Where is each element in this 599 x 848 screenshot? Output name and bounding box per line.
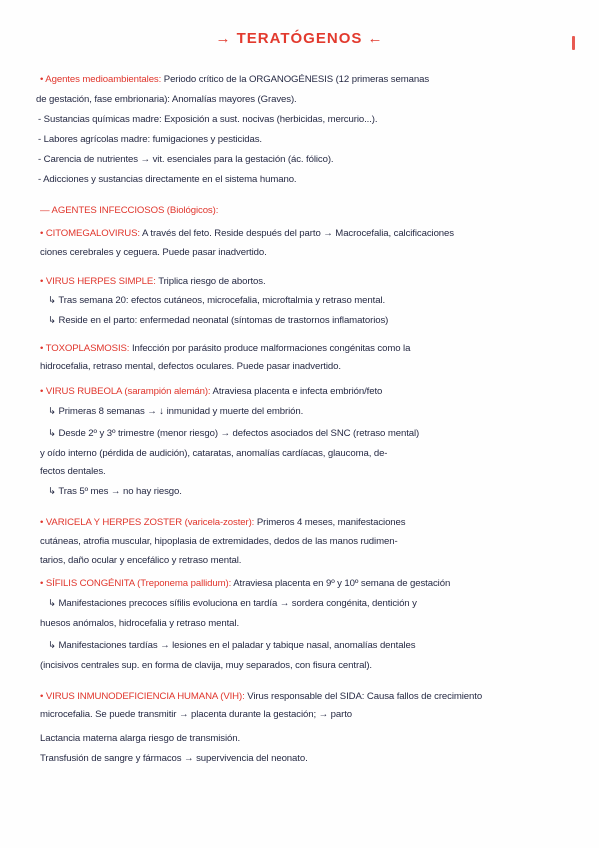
note-line xyxy=(38,114,377,126)
note-text: A través del feto. Reside después del parto → Macrocefalia, calcificaciones xyxy=(142,228,454,239)
note-line xyxy=(40,466,106,478)
note-heading: • VIRUS HERPES SIMPLE: xyxy=(40,276,159,287)
note-text: - Carencia de nutrientes → vit. esenciales para la gestación (ác. fólico). xyxy=(38,154,334,165)
note-text: ciones cerebrales y ceguera. Puede pasar inadvertido. xyxy=(40,247,267,258)
note-line xyxy=(48,295,385,307)
note-line xyxy=(40,74,429,86)
note-heading: • CITOMEGALOVIRUS: xyxy=(40,228,143,239)
note-line xyxy=(40,618,239,630)
note-line xyxy=(38,174,297,186)
note-line xyxy=(40,555,241,567)
note-line xyxy=(48,428,419,440)
note-line xyxy=(36,94,297,106)
note-text: de gestación, fase embrionaria): Anomalías mayores (Graves). xyxy=(36,94,297,105)
note-text: ↳ Manifestaciones precoces sífilis evoluciona en tardía → sordera congénita, dentición y xyxy=(48,598,417,609)
note-line xyxy=(40,733,240,745)
note-line xyxy=(40,361,341,373)
note-line xyxy=(40,247,267,259)
page-margin-mark xyxy=(572,36,575,50)
note-line xyxy=(40,343,410,355)
note-line xyxy=(48,598,417,610)
note-text: Virus responsable del SIDA: Causa fallos de crecimiento xyxy=(247,691,483,702)
note-line xyxy=(40,205,218,217)
page-title: → TERATÓGENOS ← xyxy=(215,30,384,47)
note-text: cutáneas, atrofia muscular, hipoplasia de extremidades, dedos de las manos rudimen- xyxy=(40,536,398,547)
note-line xyxy=(40,448,387,460)
note-line xyxy=(40,753,308,765)
note-text: (incisivos centrales sup. en forma de clavija, muy separados, con fisura central). xyxy=(40,660,372,671)
note-text: - Adicciones y sustancias directamente en el sistema humano. xyxy=(38,174,297,185)
note-heading: • Agentes medioambientales: xyxy=(40,74,164,85)
note-heading: • SÍFILIS CONGÉNITA (Treponema pallidum): xyxy=(40,578,234,589)
note-text: Primeros 4 meses, manifestaciones xyxy=(256,517,406,528)
note-heading: • TOXOPLASMOSIS: xyxy=(40,343,132,354)
note-heading: — AGENTES INFECCIOSOS (Biológicos): xyxy=(40,205,219,216)
note-line xyxy=(48,406,303,418)
note-heading: • VIRUS INMUNODEFICIENCIA HUMANA (VIH): xyxy=(40,691,248,702)
note-text: - Labores agrícolas madre: fumigaciones y pesticidas. xyxy=(38,134,262,145)
note-text: tarios, daño ocular y encefálico y retraso mental. xyxy=(40,555,242,566)
note-text: ↳ Manifestaciones tardías → lesiones en el paladar y tabique nasal, anomalías dentales xyxy=(48,640,416,651)
note-line xyxy=(40,276,266,288)
note-text: huesos anómalos, hidrocefalia y retraso mental. xyxy=(40,618,240,629)
note-text: ↳ Tras 5º mes → no hay riesgo. xyxy=(48,486,182,497)
note-text: ↳ Reside en el parto: enfermedad neonatal (síntomas de trastornos inflamatorios) xyxy=(48,315,389,326)
note-text: Atraviesa placenta en 9º y 10º semana de gestación xyxy=(233,578,451,589)
note-text: ↳ Tras semana 20: efectos cutáneos, microcefalia, microftalmia y retraso mental. xyxy=(48,295,386,306)
note-text: hidrocefalia, retraso mental, defectos oculares. Puede pasar inadvertido. xyxy=(40,361,341,372)
note-line xyxy=(48,486,182,498)
note-line xyxy=(40,691,482,703)
note-text: Triplica riesgo de abortos. xyxy=(158,276,266,287)
note-heading: • VARICELA Y HERPES ZOSTER (varicela-zoster): xyxy=(40,517,257,528)
note-line xyxy=(40,517,405,529)
note-text: ↳ Primeras 8 semanas → ↓ inmunidad y muerte del embrión. xyxy=(48,406,304,417)
note-line xyxy=(40,660,372,672)
note-text: Atraviesa placenta e infecta embrión/feto xyxy=(212,386,383,397)
note-line xyxy=(40,228,454,240)
note-line xyxy=(40,536,398,548)
note-line xyxy=(40,578,450,590)
note-text: Periodo crítico de la ORGANOGÉNESIS (12 primeras semanas xyxy=(163,74,430,85)
note-line xyxy=(38,134,262,146)
note-text: ↳ Desde 2º y 3º trimestre (menor riesgo) → defectos asociados del SNC (retraso mental) xyxy=(48,428,420,439)
note-text: fectos dentales. xyxy=(40,466,106,477)
note-heading: • VIRUS RUBEOLA (sarampión alemán): xyxy=(40,386,213,397)
note-text: microcefalia. Se puede transmitir → placenta durante la gestación; → parto xyxy=(40,709,353,720)
note-text: Lactancia materna alarga riesgo de transmisión. xyxy=(40,733,241,744)
note-text: y oído interno (pérdida de audición), cataratas, anomalías cardíacas, glaucoma, de- xyxy=(40,448,388,459)
note-line xyxy=(38,154,333,166)
note-text: Transfusión de sangre y fármacos → supervivencia del neonato. xyxy=(40,753,308,764)
note-line xyxy=(40,386,382,398)
note-line xyxy=(48,640,415,652)
note-line xyxy=(40,709,352,721)
note-text: - Sustancias químicas madre: Exposición a sust. nocivas (herbicidas, mercurio...). xyxy=(38,114,378,125)
note-text: Infección por parásito produce malformaciones congénitas como la xyxy=(131,343,411,354)
note-line xyxy=(48,315,388,327)
